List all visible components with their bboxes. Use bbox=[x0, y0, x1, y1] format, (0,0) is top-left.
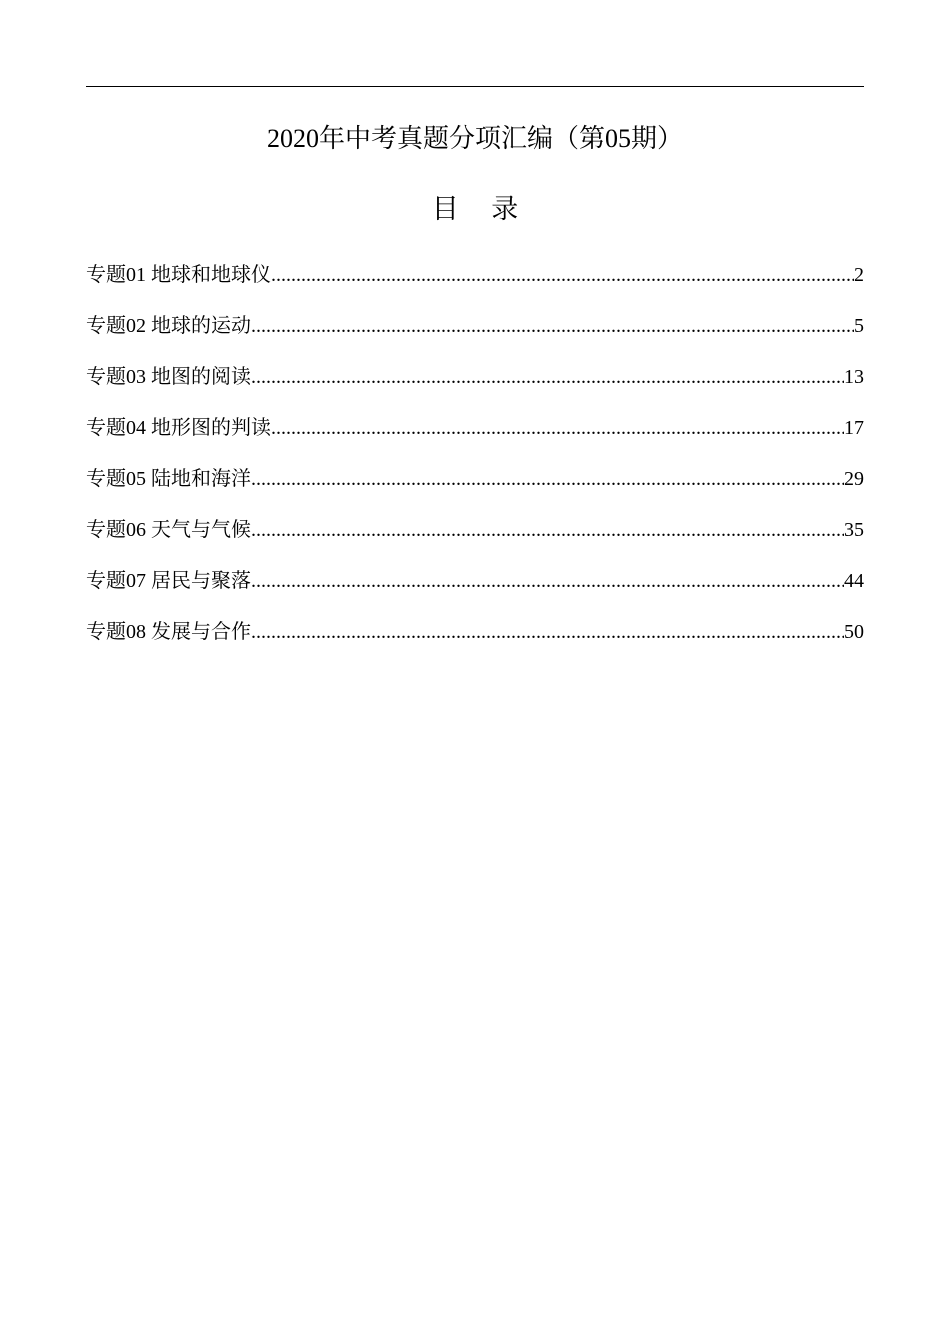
toc-page-number: 2 bbox=[854, 264, 864, 286]
toc-heading: 目 录 bbox=[431, 194, 531, 225]
document-title: 2020年中考真题分项汇编（第05期） bbox=[266, 124, 683, 153]
header-rule bbox=[86, 86, 864, 87]
toc-page-number: 5 bbox=[854, 315, 864, 337]
toc-page-number: 17 bbox=[844, 417, 864, 439]
toc-page-number: 13 bbox=[844, 366, 864, 388]
toc-dot-leader bbox=[251, 565, 844, 597]
toc-dot-leader bbox=[271, 259, 854, 291]
toc-dot-leader bbox=[251, 310, 854, 342]
toc-dot-leader bbox=[251, 361, 844, 393]
toc-entry[interactable] bbox=[86, 565, 864, 616]
toc-entry-label: 专题06 天气与气候 bbox=[86, 519, 251, 541]
toc-entry-label: 专题03 地图的阅读 bbox=[86, 366, 251, 388]
toc-page-number: 29 bbox=[844, 468, 864, 490]
table-of-contents bbox=[86, 259, 864, 667]
toc-entry[interactable] bbox=[86, 259, 864, 310]
toc-entry[interactable] bbox=[86, 616, 864, 667]
toc-page-number: 44 bbox=[844, 570, 864, 592]
toc-entry[interactable] bbox=[86, 412, 864, 463]
toc-entry-label: 专题04 地形图的判读 bbox=[86, 417, 271, 439]
toc-dot-leader bbox=[251, 463, 844, 495]
toc-entry[interactable] bbox=[86, 361, 864, 412]
toc-page-number: 50 bbox=[844, 621, 864, 643]
toc-entry[interactable] bbox=[86, 310, 864, 361]
toc-dot-leader bbox=[251, 616, 844, 648]
toc-page-number: 35 bbox=[844, 519, 864, 541]
toc-entry[interactable] bbox=[86, 514, 864, 565]
toc-entry[interactable] bbox=[86, 463, 864, 514]
toc-entry-label: 专题05 陆地和海洋 bbox=[86, 468, 251, 490]
toc-entry-label: 专题08 发展与合作 bbox=[86, 621, 251, 643]
toc-entry-label: 专题02 地球的运动 bbox=[86, 315, 251, 337]
toc-entry-label: 专题01 地球和地球仪 bbox=[86, 264, 271, 286]
toc-dot-leader bbox=[251, 514, 844, 546]
toc-entry-label: 专题07 居民与聚落 bbox=[86, 570, 251, 592]
toc-dot-leader bbox=[271, 412, 844, 444]
